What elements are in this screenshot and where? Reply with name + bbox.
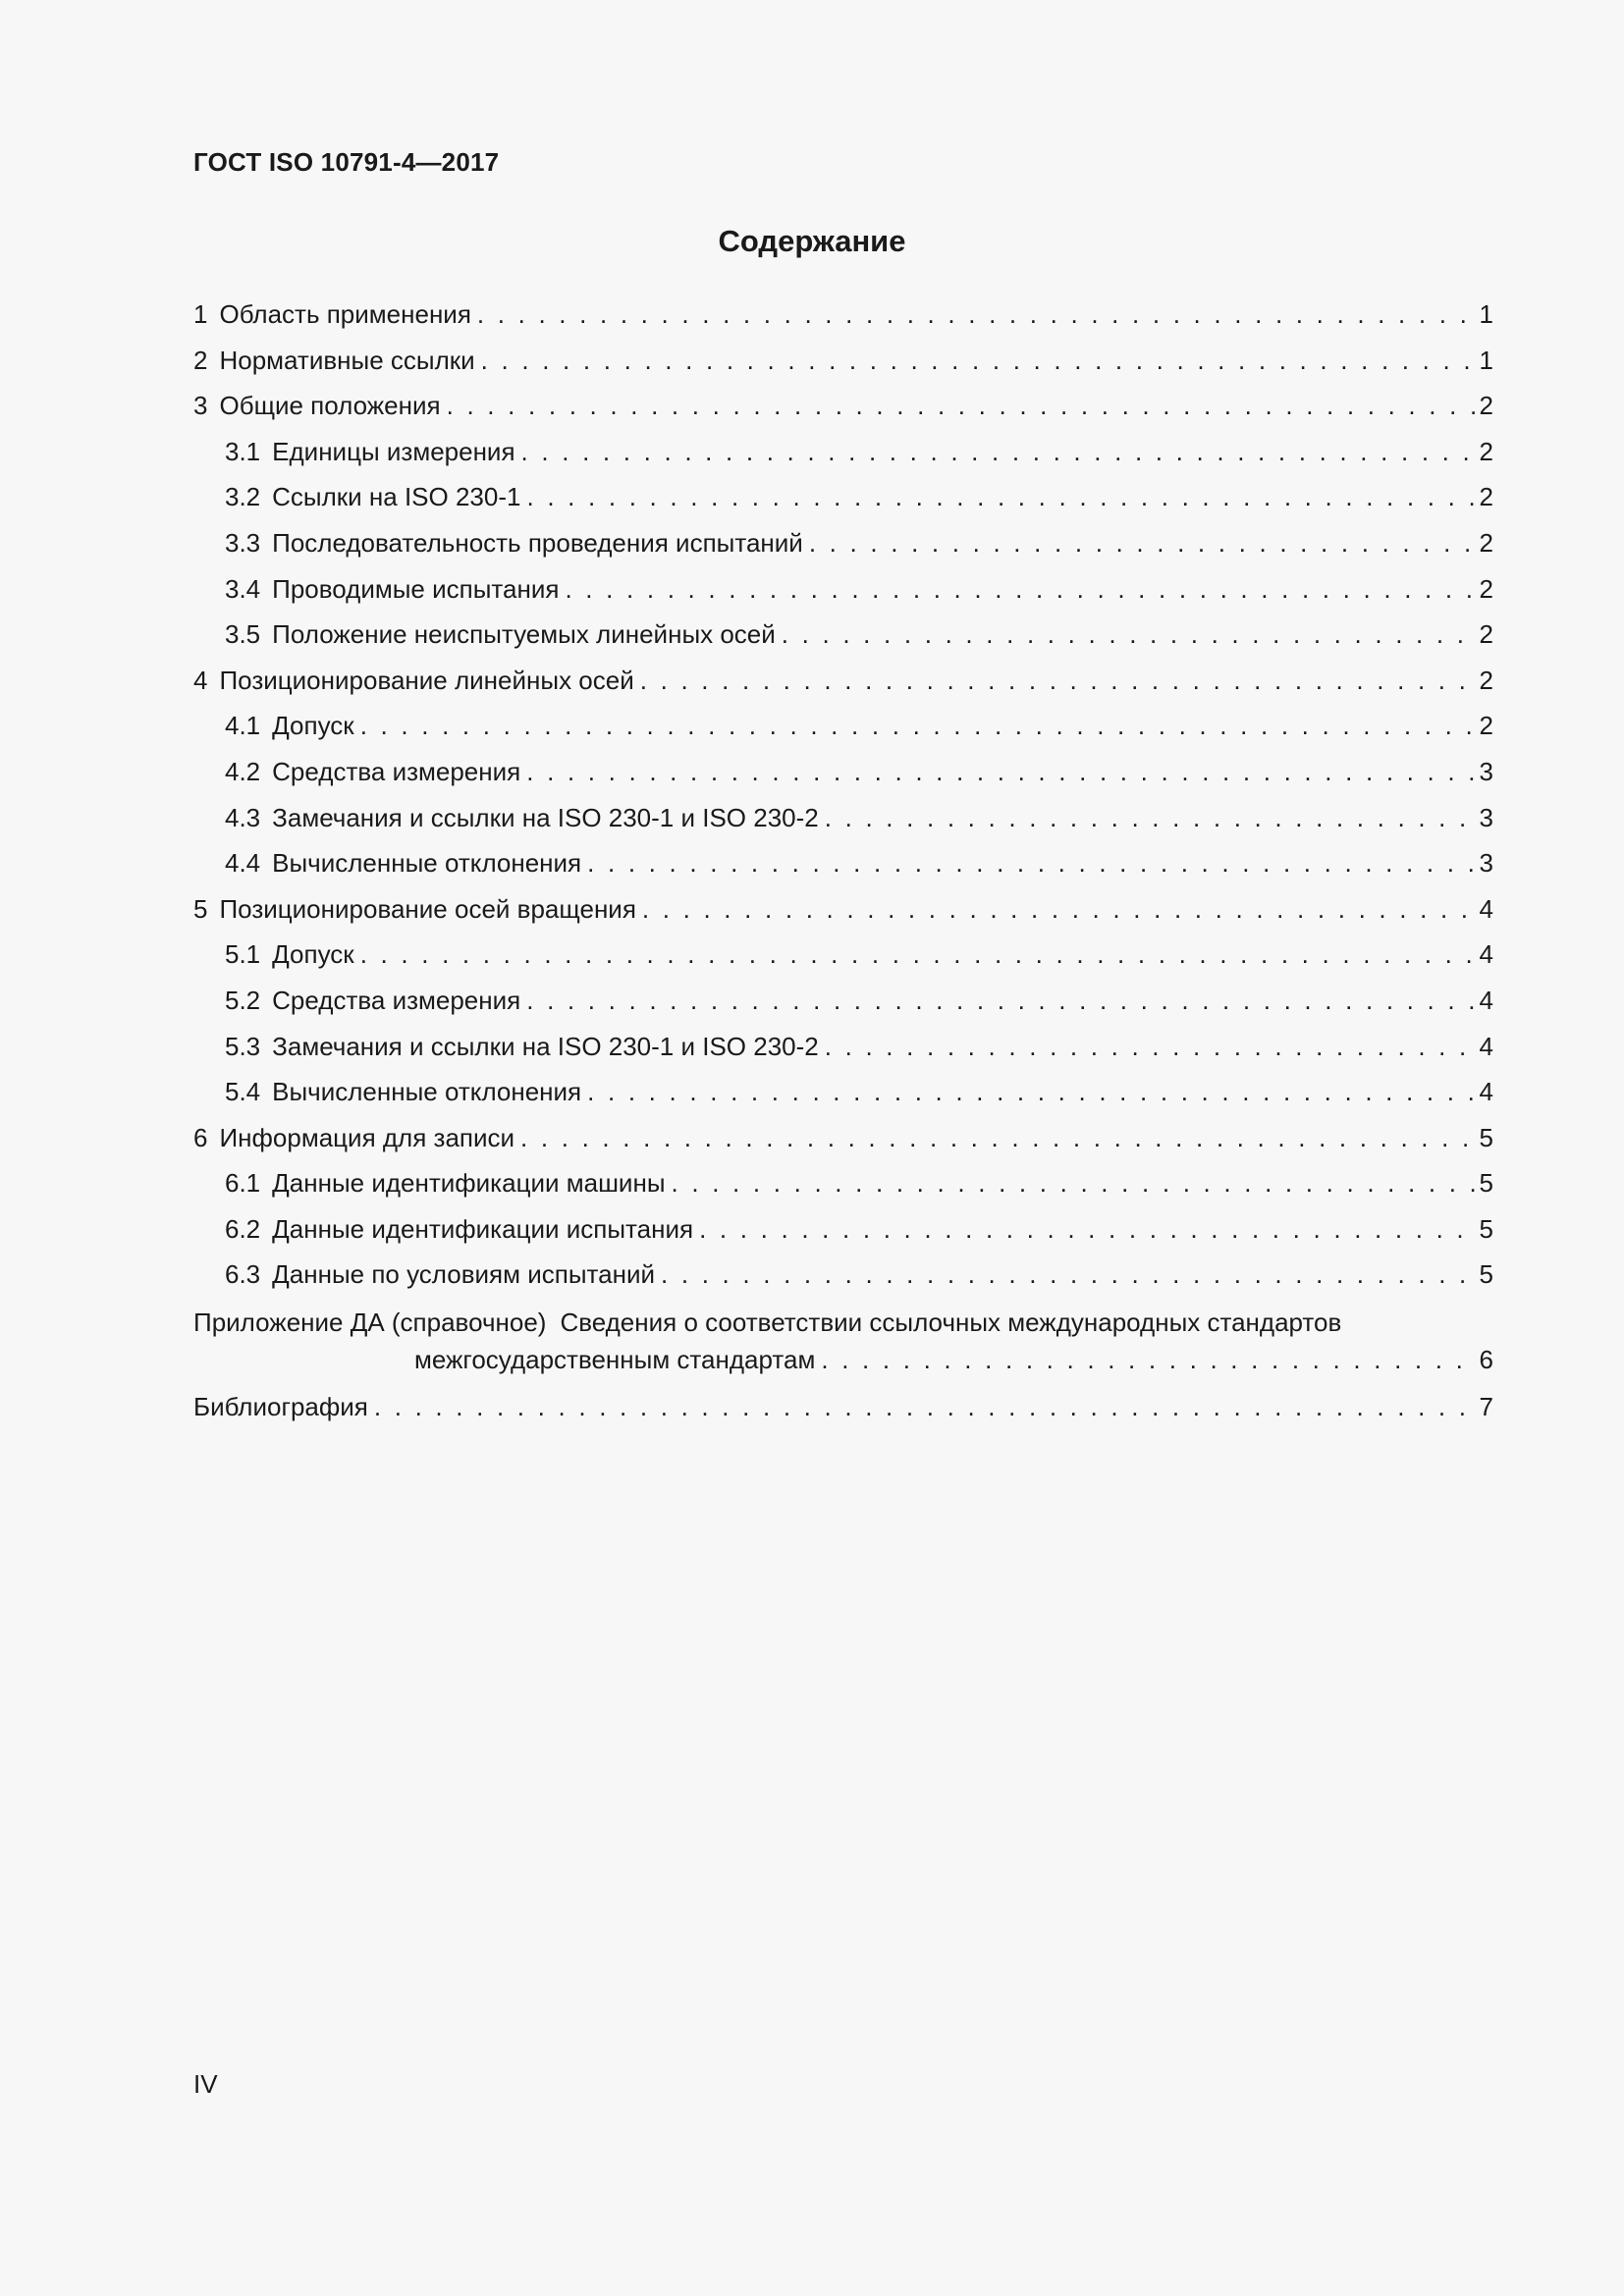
leader-dots bbox=[526, 481, 1477, 512]
leader-dots bbox=[825, 802, 1478, 833]
toc-entry-label: Допуск bbox=[272, 939, 354, 970]
appendix-label: Приложение ДА (справочное) bbox=[193, 1308, 547, 1338]
toc-entry-page: 4 bbox=[1479, 939, 1493, 970]
toc-entry-page: 5 bbox=[1479, 1213, 1493, 1244]
leader-dots bbox=[782, 618, 1478, 650]
toc-entry-label: Позиционирование линейных осей bbox=[219, 665, 634, 695]
toc-entry-number: 6.1 bbox=[225, 1168, 261, 1199]
toc-entry-label: Данные идентификации машины bbox=[272, 1168, 666, 1199]
appendix-title-first: Сведения о соответствии ссылочных международных стандартов bbox=[560, 1308, 1342, 1338]
leader-dots bbox=[809, 527, 1478, 559]
toc-entry-label: Допуск bbox=[272, 711, 354, 741]
appendix-page: 6 bbox=[1479, 1345, 1493, 1375]
toc-entry[interactable] bbox=[193, 938, 1493, 985]
toc-entry-number: 3.1 bbox=[225, 436, 261, 466]
toc-entry-page: 3 bbox=[1479, 848, 1493, 879]
toc-entry-number: 3 bbox=[193, 391, 208, 421]
toc-entry[interactable] bbox=[193, 1167, 1493, 1213]
leader-dots bbox=[640, 665, 1478, 696]
toc-entry-label: Вычисленные отклонения bbox=[272, 848, 582, 879]
bibliography-page: 7 bbox=[1479, 1392, 1493, 1422]
toc-entry-number: 5.1 bbox=[225, 939, 261, 970]
toc-entry[interactable] bbox=[193, 1031, 1493, 1077]
document-code: ГОСТ ISO 10791-4—2017 bbox=[193, 147, 500, 177]
toc-entry-label: Замечания и ссылки на ISO 230-1 и ISO 230-2 bbox=[272, 802, 819, 832]
toc-entry[interactable] bbox=[193, 527, 1493, 573]
toc-entry-page: 2 bbox=[1479, 436, 1493, 466]
leader-dots bbox=[360, 938, 1478, 970]
appendix-title-second: межгосударственным стандартам bbox=[414, 1345, 816, 1375]
bibliography-label: Библиография bbox=[193, 1392, 368, 1422]
toc-entry[interactable] bbox=[193, 847, 1493, 893]
toc-entry-page: 3 bbox=[1479, 756, 1493, 786]
leader-dots bbox=[565, 573, 1477, 605]
leader-dots bbox=[360, 710, 1478, 741]
toc-entry-page: 4 bbox=[1479, 985, 1493, 1015]
toc-entry-number: 2 bbox=[193, 345, 208, 375]
toc-bibliography[interactable] bbox=[193, 1391, 1493, 1437]
toc-entry-page: 5 bbox=[1479, 1168, 1493, 1199]
toc-entry-number: 4.2 bbox=[225, 756, 261, 786]
toc-entry-page: 4 bbox=[1479, 1077, 1493, 1107]
toc-entry[interactable] bbox=[193, 665, 1493, 711]
leader-dots bbox=[526, 756, 1477, 787]
toc-entry[interactable] bbox=[193, 345, 1493, 391]
toc-entry-label: Позиционирование осей вращения bbox=[219, 893, 636, 924]
toc-entry-page: 2 bbox=[1479, 482, 1493, 512]
toc-entry-label: Информация для записи bbox=[219, 1122, 515, 1152]
toc-entry-page: 3 bbox=[1479, 802, 1493, 832]
leader-dots bbox=[521, 436, 1478, 467]
toc-title: Содержание bbox=[718, 224, 906, 258]
toc-entry-label: Область применения bbox=[219, 299, 471, 329]
toc-entry[interactable] bbox=[193, 573, 1493, 619]
toc-entry-number: 6.2 bbox=[225, 1213, 261, 1244]
toc-entry-number: 3.2 bbox=[225, 482, 261, 512]
toc-entry-label: Вычисленные отклонения bbox=[272, 1077, 582, 1107]
toc-entry-label: Общие положения bbox=[219, 391, 441, 421]
table-of-contents bbox=[193, 298, 1493, 1437]
toc-entry[interactable] bbox=[193, 893, 1493, 939]
toc-entry-number: 4.3 bbox=[225, 802, 261, 832]
toc-entry-label: Данные по условиям испытаний bbox=[272, 1259, 655, 1290]
toc-entry-number: 6.3 bbox=[225, 1259, 261, 1290]
toc-entry-number: 3.5 bbox=[225, 619, 261, 650]
leader-dots bbox=[642, 893, 1478, 925]
toc-appendix[interactable] bbox=[193, 1307, 1493, 1391]
toc-entry-number: 1 bbox=[193, 299, 208, 329]
toc-entry-number: 5.3 bbox=[225, 1031, 261, 1061]
toc-entry[interactable] bbox=[193, 756, 1493, 802]
leader-dots bbox=[374, 1391, 1478, 1422]
toc-entry[interactable] bbox=[193, 1258, 1493, 1305]
leader-dots bbox=[447, 390, 1478, 421]
toc-entry-number: 3.3 bbox=[225, 527, 261, 558]
leader-dots bbox=[699, 1213, 1477, 1245]
toc-entry-page: 5 bbox=[1479, 1122, 1493, 1152]
toc-entry[interactable] bbox=[193, 618, 1493, 665]
toc-entry[interactable] bbox=[193, 436, 1493, 482]
toc-entry[interactable] bbox=[193, 985, 1493, 1031]
toc-entry-number: 5.2 bbox=[225, 985, 261, 1015]
toc-entry-page: 2 bbox=[1479, 527, 1493, 558]
leader-dots bbox=[672, 1167, 1478, 1199]
toc-entry[interactable] bbox=[193, 1213, 1493, 1259]
toc-entry-page: 5 bbox=[1479, 1259, 1493, 1290]
toc-entry[interactable] bbox=[193, 1122, 1493, 1168]
toc-entry-label: Проводимые испытания bbox=[272, 573, 560, 604]
toc-entry-page: 2 bbox=[1479, 391, 1493, 421]
toc-entry-label: Средства измерения bbox=[272, 756, 521, 786]
toc-entry-page: 2 bbox=[1479, 619, 1493, 650]
toc-entry[interactable] bbox=[193, 802, 1493, 848]
leader-dots bbox=[587, 1076, 1477, 1107]
toc-entry-number: 4 bbox=[193, 665, 208, 695]
toc-entry-page: 2 bbox=[1479, 573, 1493, 604]
toc-entry-page: 4 bbox=[1479, 1031, 1493, 1061]
leader-dots bbox=[481, 345, 1478, 376]
toc-entries bbox=[193, 298, 1493, 1305]
toc-entry-label: Последовательность проведения испытаний bbox=[272, 527, 803, 558]
toc-entry-label: Единицы измерения bbox=[272, 436, 515, 466]
leader-dots bbox=[477, 298, 1478, 330]
toc-entry-page: 4 bbox=[1479, 893, 1493, 924]
toc-entry-label: Нормативные ссылки bbox=[219, 345, 475, 375]
page-number: IV bbox=[193, 2069, 218, 2099]
toc-entry-number: 6 bbox=[193, 1122, 208, 1152]
toc-entry-page: 2 bbox=[1479, 665, 1493, 695]
leader-dots bbox=[520, 1122, 1478, 1153]
toc-entry-label: Средства измерения bbox=[272, 985, 521, 1015]
toc-entry-page: 1 bbox=[1479, 345, 1493, 375]
appendix-title-line2 bbox=[193, 1344, 1493, 1391]
leader-dots bbox=[526, 985, 1477, 1016]
leader-dots bbox=[821, 1344, 1477, 1375]
toc-entry[interactable] bbox=[193, 481, 1493, 527]
toc-entry-page: 1 bbox=[1479, 299, 1493, 329]
toc-entry-number: 4.4 bbox=[225, 848, 261, 879]
toc-entry[interactable] bbox=[193, 298, 1493, 345]
toc-entry-number: 5 bbox=[193, 893, 208, 924]
leader-dots bbox=[661, 1258, 1478, 1290]
toc-entry-label: Положение неиспытуемых линейных осей bbox=[272, 619, 776, 650]
toc-entry-number: 4.1 bbox=[225, 711, 261, 741]
toc-entry-page: 2 bbox=[1479, 711, 1493, 741]
toc-entry-number: 3.4 bbox=[225, 573, 261, 604]
toc-entry-label: Замечания и ссылки на ISO 230-1 и ISO 230-2 bbox=[272, 1031, 819, 1061]
leader-dots bbox=[825, 1031, 1478, 1062]
appendix-title-line1 bbox=[193, 1307, 1493, 1344]
toc-entry[interactable] bbox=[193, 1076, 1493, 1122]
toc-entry-number: 5.4 bbox=[225, 1077, 261, 1107]
toc-entry[interactable] bbox=[193, 390, 1493, 436]
toc-entry-label: Ссылки на ISO 230-1 bbox=[272, 482, 521, 512]
toc-entry[interactable] bbox=[193, 710, 1493, 756]
toc-entry-label: Данные идентификации испытания bbox=[272, 1213, 694, 1244]
leader-dots bbox=[587, 847, 1477, 879]
